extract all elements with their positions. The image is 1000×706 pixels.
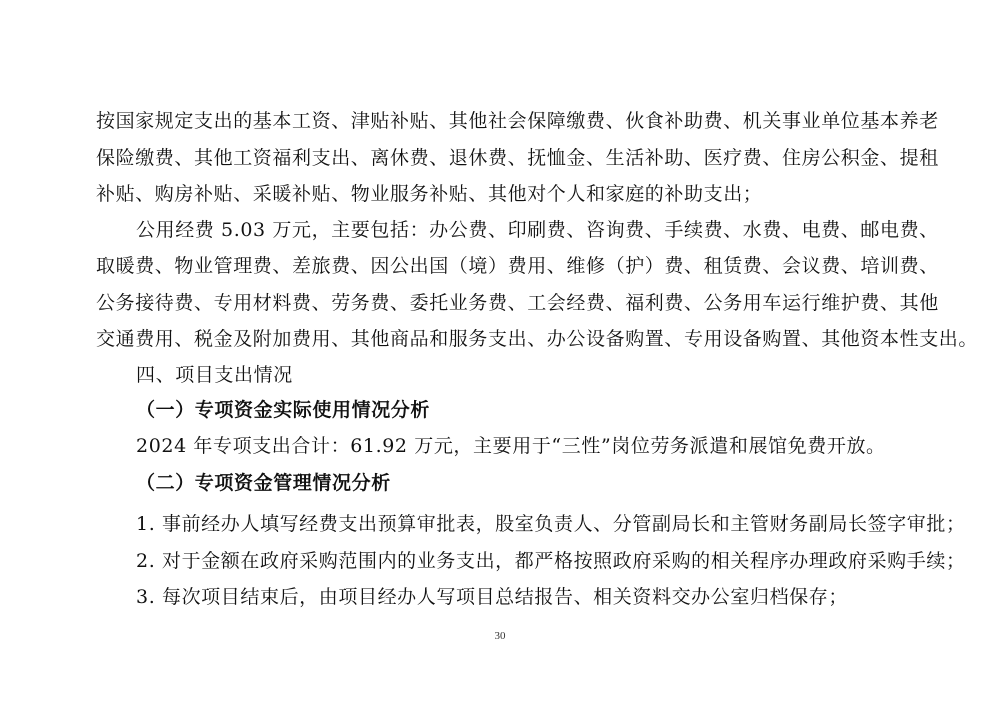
paragraph-line: 公务接待费、专用材料费、劳务费、委托业务费、工会经费、福利费、公务用车运行维护费、其他 <box>96 292 939 314</box>
subsection-heading: （一）专项资金实际使用情况分析 <box>136 399 431 421</box>
paragraph-line: 补贴、购房补贴、采暖补贴、物业服务补贴、其他对个人和家庭的补助支出； <box>96 183 763 205</box>
list-item: 2. 对于金额在政府采购范围内的业务支出，都严格按照政府采购的相关程序办理政府采购手续； <box>136 550 966 572</box>
paragraph-line: 公用经费 5.03 万元，主要包括：办公费、印刷费、咨询费、手续费、水费、电费、邮电费、 <box>136 219 939 241</box>
paragraph-line: 2024 年专项支出合计：61.92 万元，主要用于“三性”岗位劳务派遣和展馆免费开放。 <box>136 435 886 457</box>
list-item: 3. 每次项目结束后，由项目经办人写项目总结报告、相关资料交办公室归档保存； <box>136 586 848 608</box>
paragraph-line: 按国家规定支出的基本工资、津贴补贴、其他社会保障缴费、伙食补助费、机关事业单位基本养老 <box>96 110 939 132</box>
paragraph-line: 取暖费、物业管理费、差旅费、因公出国（境）费用、维修（护）费、租赁费、会议费、培训费、 <box>96 255 939 277</box>
page-number: 30 <box>494 630 506 642</box>
list-item: 1. 事前经办人填写经费支出预算审批表，股室负责人、分管副局长和主管财务副局长签字审批； <box>136 513 966 535</box>
paragraph-line: 交通费用、税金及附加费用、其他商品和服务支出、办公设备购置、专用设备购置、其他资本性支出。 <box>96 328 979 350</box>
subsection-heading: （二）专项资金管理情况分析 <box>136 472 391 494</box>
paragraph-line: 保险缴费、其他工资福利支出、离休费、退休费、抚恤金、生活补助、医疗费、住房公积金、提租 <box>96 147 939 169</box>
section-heading: 四、项目支出情况 <box>136 364 293 386</box>
